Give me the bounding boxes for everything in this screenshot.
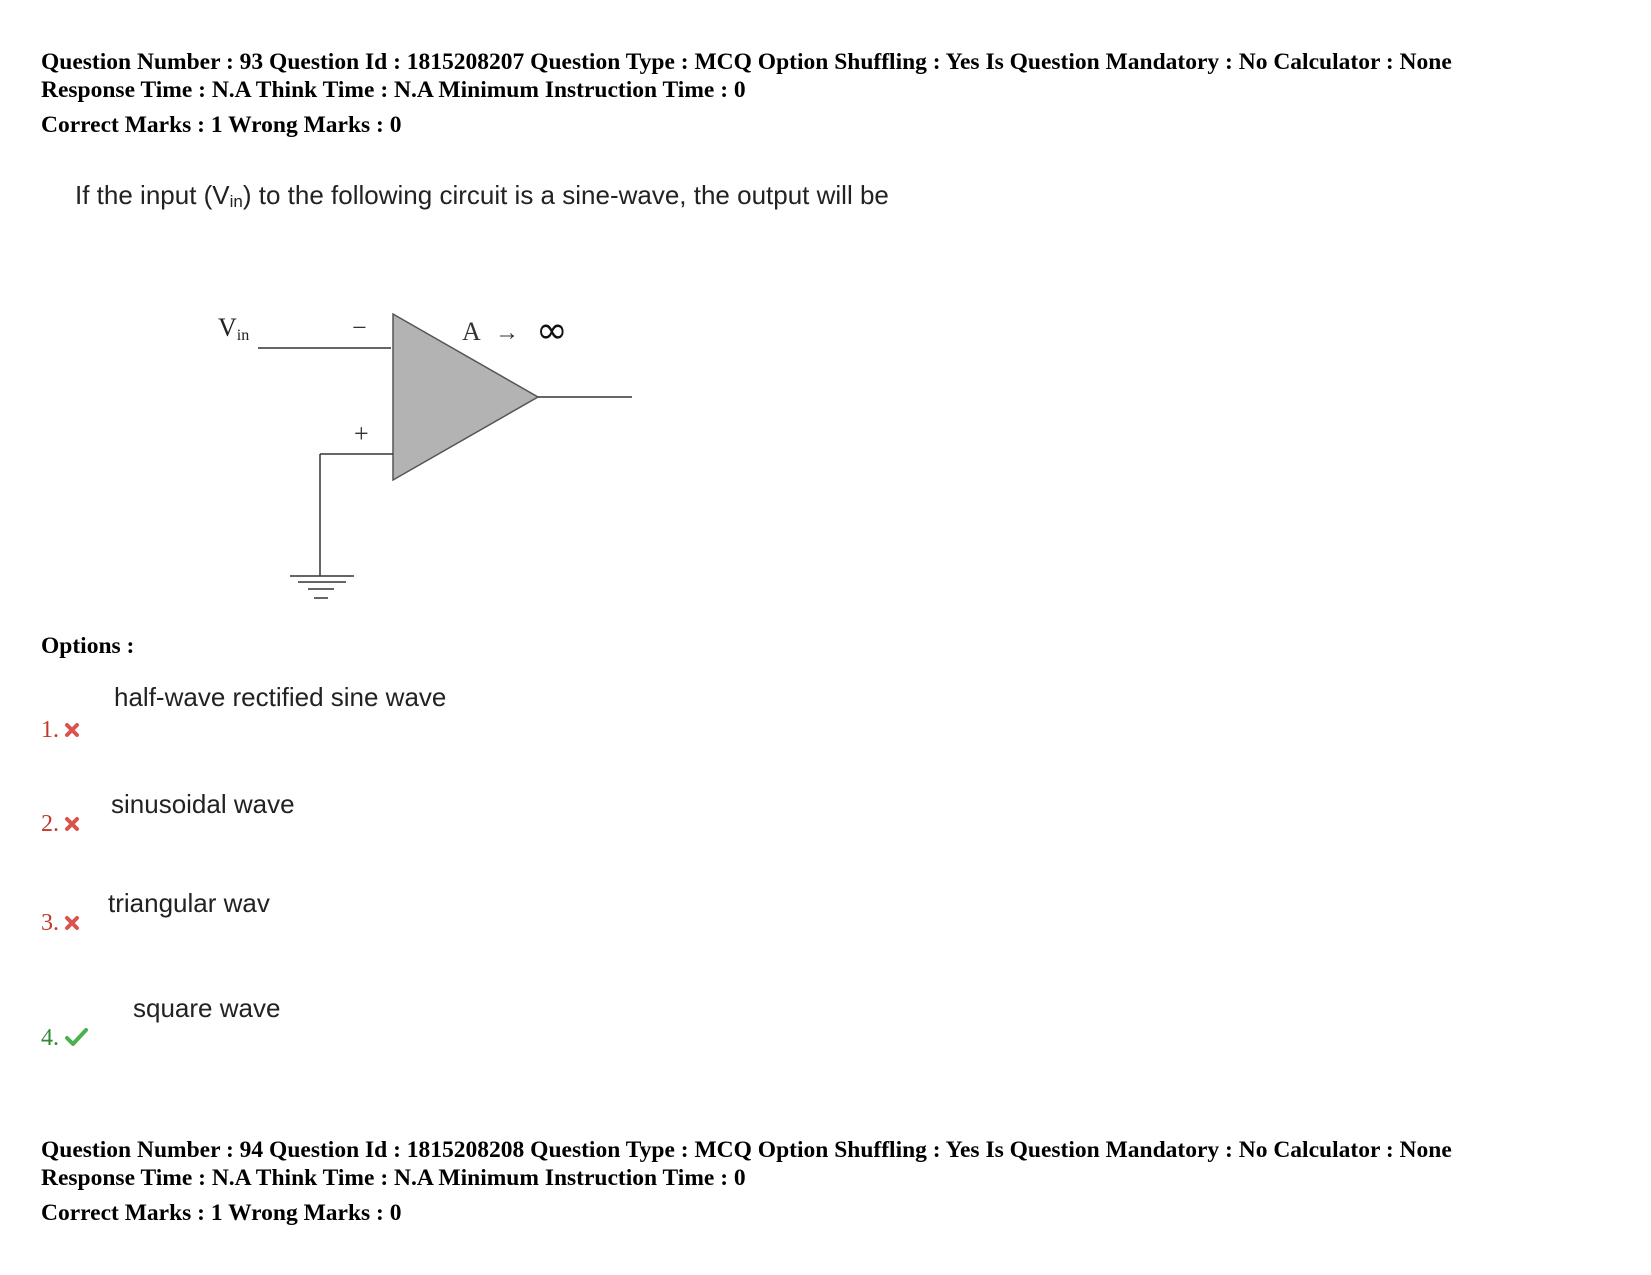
opamp-circuit-diagram: [200, 300, 640, 620]
gain-arrow: →: [495, 320, 519, 346]
q93-meta-line-2: Response Time : N.A Think Time : N.A Minimum Instruction Time : 0: [41, 77, 746, 103]
q93-marks-line: Correct Marks : 1 Wrong Marks : 0: [41, 112, 402, 138]
option-1-number: 1.: [41, 717, 59, 743]
options-label: Options :: [41, 633, 135, 659]
q94-meta-line-1: Question Number : 94 Question Id : 1815208208 Question Type : MCQ Option Shuffling : Yes Is Question Mandatory : No Calculator : None: [41, 1137, 1452, 1163]
check-icon: [63, 1027, 89, 1047]
option-2: [41, 811, 83, 838]
question-text: [75, 180, 889, 212]
option-4-number: 4.: [41, 1025, 59, 1051]
option-1: [41, 717, 83, 744]
option-3-number: 3.: [41, 910, 59, 936]
cross-icon: [63, 912, 83, 932]
question-text-sub: in: [229, 192, 243, 211]
cross-icon: [63, 813, 83, 833]
question-text-before: If the input (V: [75, 180, 230, 210]
infinity-symbol: ∞: [536, 308, 568, 352]
cross-icon: [63, 719, 83, 739]
ground-icon: [290, 576, 354, 598]
option-3-text: triangular wav: [108, 888, 270, 918]
q94-marks-line: Correct Marks : 1 Wrong Marks : 0: [41, 1200, 402, 1226]
gain-label: A: [462, 317, 481, 346]
question-text-after: ) to the following circuit is a sine-wave, the output will be: [242, 180, 889, 210]
q93-meta-line-1: Question Number : 93 Question Id : 1815208207 Question Type : MCQ Option Shuffling : Yes Is Question Mandatory : No Calculator : None: [41, 49, 1452, 75]
option-4-text: square wave: [133, 993, 281, 1023]
option-2-number: 2.: [41, 811, 59, 837]
option-1-text: half-wave rectified sine wave: [114, 682, 447, 712]
vin-label: Vin: [218, 313, 250, 344]
minus-sign: −: [352, 313, 367, 342]
option-2-text: sinusoidal wave: [111, 789, 295, 819]
option-3: [41, 910, 83, 937]
q94-meta-line-2: Response Time : N.A Think Time : N.A Minimum Instruction Time : 0: [41, 1165, 746, 1191]
plus-sign: +: [354, 419, 369, 448]
option-4: [41, 1025, 89, 1052]
